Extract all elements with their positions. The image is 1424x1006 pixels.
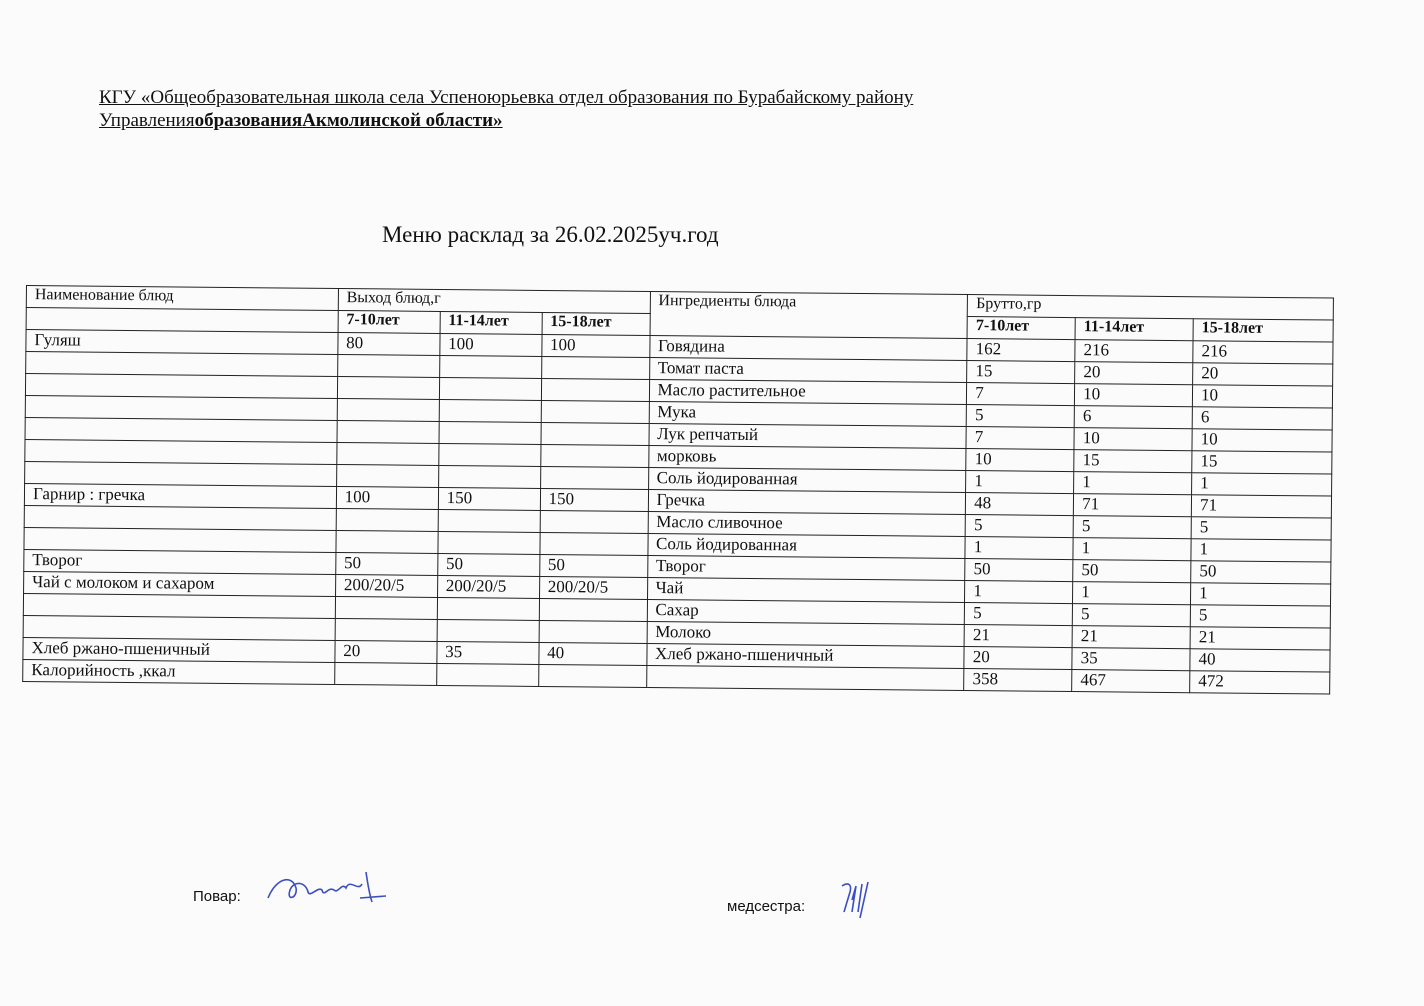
dish-output: [438, 443, 540, 466]
dish-output: 20: [335, 640, 437, 663]
calories-value: 358: [964, 669, 1072, 692]
ingredient-name: морковь: [648, 445, 966, 470]
ingredient-name: Говядина: [649, 335, 967, 360]
dish-output: 100: [440, 333, 542, 356]
brutto-value: 1: [1073, 582, 1191, 605]
brutto-value: 50: [1191, 561, 1331, 584]
dish-output: [541, 400, 649, 423]
dish-output: 50: [335, 552, 437, 575]
ingredient-name: Творог: [647, 555, 965, 580]
brutto-value: 162: [967, 339, 1075, 362]
brutto-value: 10: [1075, 384, 1193, 407]
organization-header: [99, 86, 913, 132]
brutto-value: 35: [1072, 648, 1190, 671]
brutto-value: 1: [966, 471, 1074, 494]
calories-value: 472: [1190, 671, 1330, 694]
cook-signature: [262, 868, 392, 910]
dish-output: [439, 355, 541, 378]
brutto-value: 71: [1191, 495, 1331, 518]
dish-output: 100: [541, 334, 649, 357]
dish-output: 100: [336, 486, 438, 509]
dish-name: Хлеб ржано-пшеничный: [23, 637, 335, 662]
dish-output: [337, 420, 439, 443]
dish-output: [337, 376, 439, 399]
brutto-value: 10: [1074, 428, 1192, 451]
dish-output: [540, 466, 648, 489]
age-group: 7-10лет: [338, 310, 440, 333]
brutto-value: 15: [1192, 451, 1332, 474]
ingredient-name: Масло растительное: [649, 379, 967, 404]
brutto-value: 40: [1190, 649, 1330, 672]
brutto-value: 20: [1193, 363, 1333, 386]
brutto-value: 1: [1074, 472, 1192, 495]
dish-output: 150: [438, 487, 540, 510]
dish-output: [438, 531, 540, 554]
dish-output: 35: [437, 641, 539, 664]
ingredient-name: Мука: [649, 401, 967, 426]
brutto-value: 5: [965, 603, 1073, 626]
brutto-value: 5: [1191, 517, 1331, 540]
dish-output: [438, 465, 540, 488]
brutto-value: 1: [1191, 539, 1331, 562]
brutto-value: 10: [966, 449, 1074, 472]
dish-output: [335, 618, 437, 641]
brutto-value: 7: [967, 383, 1075, 406]
dish-output: [336, 464, 438, 487]
menu-table: [22, 285, 1334, 695]
brutto-value: 48: [966, 493, 1074, 516]
age-group: 11-14лет: [1075, 318, 1193, 341]
dish-name: Гуляш: [26, 330, 338, 355]
brutto-value: 5: [966, 405, 1074, 428]
brutto-value: 6: [1192, 407, 1332, 430]
header-ingredients: Ингредиенты блюда: [650, 291, 968, 338]
age-group: 11-14лет: [440, 311, 542, 334]
dish-output: 40: [539, 642, 647, 665]
ingredient-name: Хлеб ржано-пшеничный: [646, 643, 964, 668]
dish-name: [25, 439, 337, 464]
dish-output: 50: [437, 553, 539, 576]
brutto-value: 7: [966, 427, 1074, 450]
dish-output: [539, 598, 647, 621]
brutto-value: 21: [1190, 627, 1330, 650]
header-dish: Наименование блюд: [26, 286, 338, 311]
dish-output: [335, 596, 437, 619]
dish-output: [336, 530, 438, 553]
dish-output: [541, 356, 649, 379]
dish-output: 200/20/5: [539, 576, 647, 599]
ingredient-name: Томат паста: [649, 357, 967, 382]
brutto-value: 21: [1072, 626, 1190, 649]
dish-name: [23, 615, 335, 640]
ingredient-name: Сахар: [647, 599, 965, 624]
dish-name: Чай с молоком и сахаром: [24, 571, 336, 596]
dish-name: Творог: [24, 549, 336, 574]
dish-name: [23, 593, 335, 618]
brutto-value: 21: [964, 625, 1072, 648]
ingredient-name: Лук репчатый: [649, 423, 967, 448]
ingredient-name: Гречка: [648, 489, 966, 514]
brutto-value: 5: [1190, 605, 1330, 628]
dish-output: [437, 619, 539, 642]
dish-output: [437, 597, 539, 620]
brutto-value: 20: [964, 647, 1072, 670]
brutto-value: 216: [1075, 340, 1193, 363]
calories-label: Калорийность ,ккал: [23, 659, 335, 684]
nurse-signature-label: медсестра:: [727, 898, 806, 915]
cook-signature-label: Повар:: [193, 888, 241, 905]
header-output: Выход блюд,г: [338, 288, 650, 313]
dish-output: [336, 508, 438, 531]
header-line-2: УправленияобразованияАкмолинской области»: [99, 110, 503, 131]
header-brutto: Брутто,гр: [968, 295, 1334, 321]
age-group: 15-18лет: [542, 312, 650, 335]
dish-name: [26, 352, 338, 377]
document-title: Меню расклад за 26.02.2025уч.год: [382, 222, 719, 247]
dish-output: [439, 399, 541, 422]
brutto-value: 1: [965, 581, 1073, 604]
dish-output: 80: [338, 332, 440, 355]
brutto-value: 1: [1073, 538, 1191, 561]
dish-output: [539, 620, 647, 643]
age-group: 15-18лет: [1193, 319, 1333, 342]
dish-output: [337, 398, 439, 421]
brutto-value: 5: [965, 515, 1073, 538]
ingredient-name: Масло сливочное: [648, 511, 966, 536]
calories-value: 467: [1072, 670, 1190, 693]
age-group: 7-10лет: [967, 317, 1075, 340]
nurse-signature: [838, 878, 888, 922]
dish-name: Гарнир : гречка: [24, 483, 336, 508]
brutto-value: 15: [967, 361, 1075, 384]
brutto-value: 50: [1073, 560, 1191, 583]
dish-output: [439, 377, 541, 400]
ingredient-name: Соль йодированная: [648, 467, 966, 492]
brutto-value: 5: [1073, 516, 1191, 539]
brutto-value: 5: [1072, 604, 1190, 627]
brutto-value: 1: [1191, 583, 1331, 606]
dish-output: [337, 442, 439, 465]
dish-name: [25, 374, 337, 399]
ingredient-name: Соль йодированная: [647, 533, 965, 558]
dish-output: [439, 421, 541, 444]
brutto-value: 50: [965, 559, 1073, 582]
dish-output: 200/20/5: [437, 575, 539, 598]
brutto-value: 216: [1193, 341, 1333, 364]
dish-name: [24, 505, 336, 530]
brutto-value: 10: [1192, 429, 1332, 452]
brutto-value: 71: [1074, 494, 1192, 517]
dish-name: [25, 395, 337, 420]
brutto-value: 1: [1192, 473, 1332, 496]
dish-output: [337, 354, 439, 377]
dish-output: [540, 532, 648, 555]
dish-name: [25, 417, 337, 442]
brutto-value: 6: [1074, 406, 1192, 429]
header-line-1: КГУ «Общеобразовательная школа села Успеноюрьевка отдел образования по Бурабайскому району: [99, 87, 914, 108]
brutto-value: 15: [1074, 450, 1192, 473]
dish-output: 200/20/5: [335, 574, 437, 597]
brutto-value: 20: [1075, 362, 1193, 385]
dish-name: [25, 461, 337, 486]
dish-output: [540, 510, 648, 533]
dish-output: 150: [540, 488, 648, 511]
dish-output: [541, 422, 649, 445]
dish-name: [24, 527, 336, 552]
ingredient-name: Молоко: [647, 621, 965, 646]
dish-output: 50: [539, 554, 647, 577]
dish-output: [541, 378, 649, 401]
ingredient-name: Чай: [647, 577, 965, 602]
brutto-value: 10: [1192, 385, 1332, 408]
brutto-value: 1: [965, 537, 1073, 560]
dish-output: [540, 444, 648, 467]
dish-output: [438, 509, 540, 532]
